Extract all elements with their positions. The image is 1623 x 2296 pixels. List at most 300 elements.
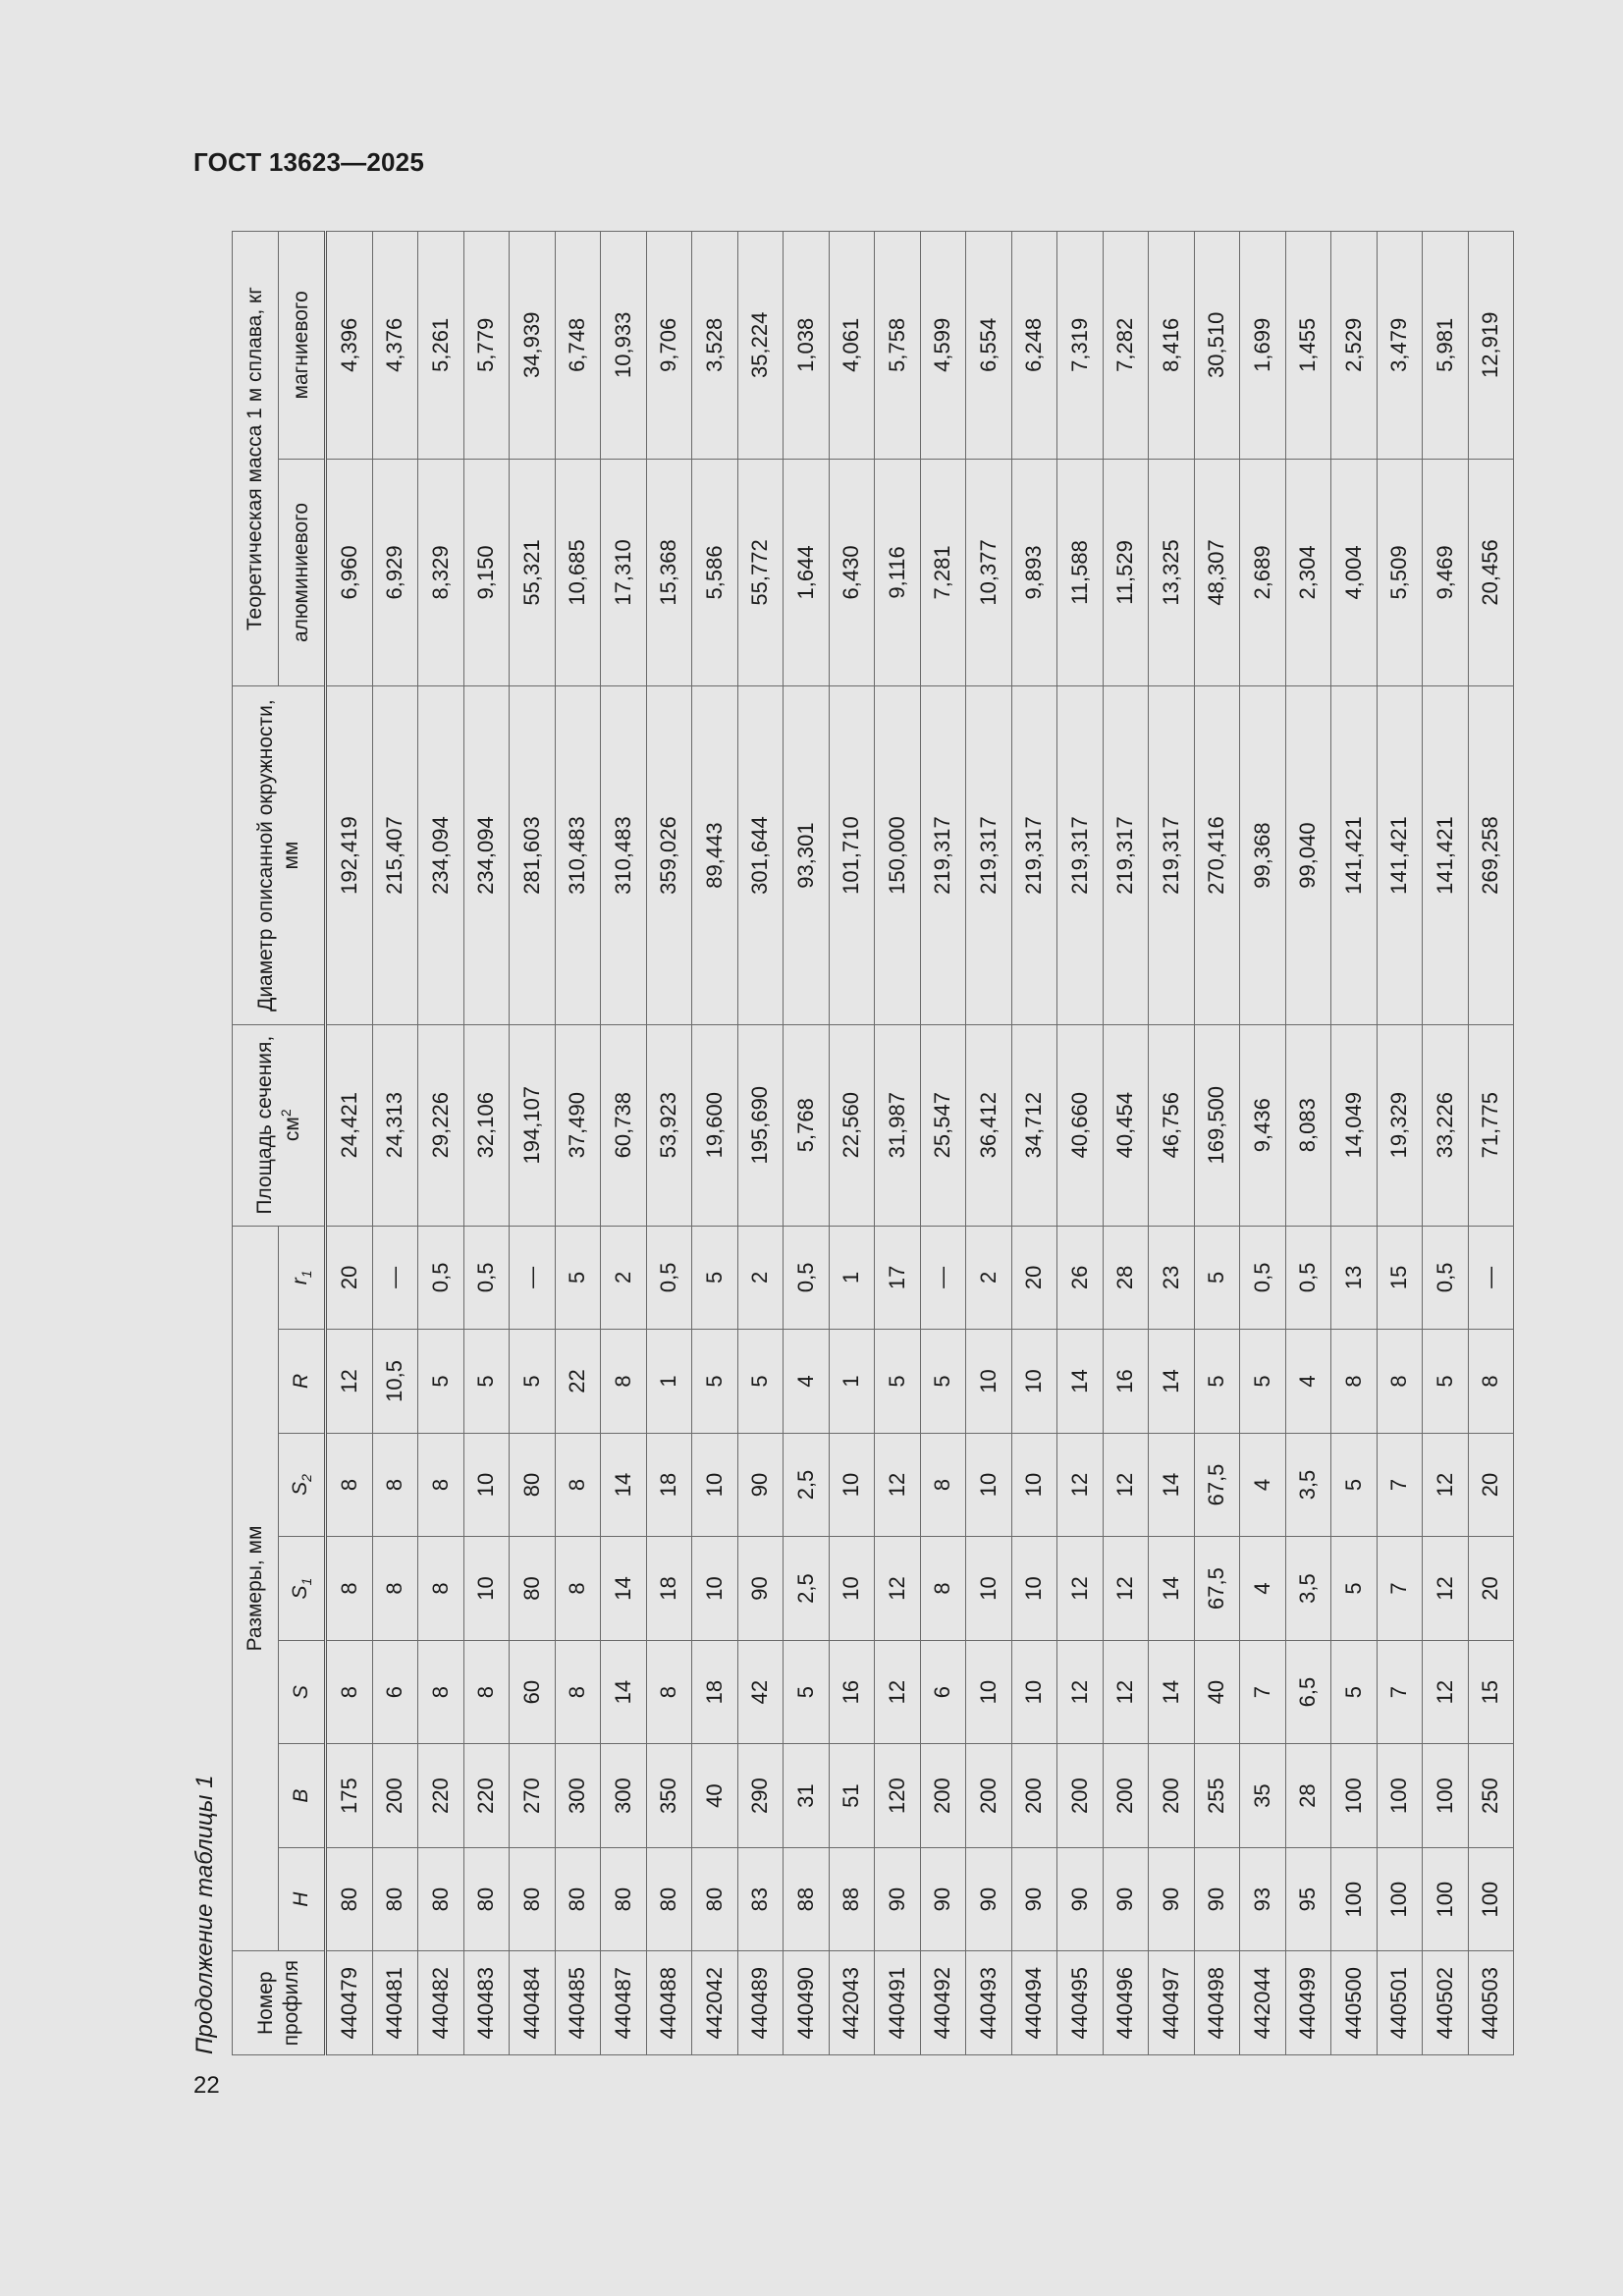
- cell-r1: 2: [966, 1226, 1012, 1330]
- cell-section-area: 36,412: [966, 1024, 1012, 1226]
- cell-section-area: 29,226: [418, 1024, 464, 1226]
- table-row: [326, 232, 373, 2055]
- cell-R: 5: [463, 1330, 510, 1434]
- cell-B: 300: [555, 1744, 601, 1848]
- cell-mass-aluminum: 17,310: [601, 459, 647, 686]
- cell-profile-number: 440490: [784, 1951, 830, 2055]
- cell-diameter: 99,368: [1240, 686, 1286, 1025]
- header-dimensions: Размеры, мм: [233, 1226, 279, 1951]
- cell-S2: 10: [829, 1433, 875, 1537]
- cell-B: 255: [1194, 1744, 1240, 1848]
- cell-S2: 67,5: [1194, 1433, 1240, 1537]
- cell-S2: 2,5: [784, 1433, 830, 1537]
- table-row: [737, 232, 784, 2055]
- cell-S: 16: [829, 1640, 875, 1744]
- cell-profile-number: 440494: [1011, 1951, 1057, 2055]
- cell-mass-aluminum: 9,469: [1423, 459, 1469, 686]
- cell-section-area: 19,329: [1377, 1024, 1423, 1226]
- table-row: [555, 232, 601, 2055]
- cell-R: 5: [1423, 1330, 1469, 1434]
- cell-S: 8: [326, 1640, 373, 1744]
- table-row: [1423, 232, 1469, 2055]
- cell-R: 5: [1240, 1330, 1286, 1434]
- header-S1: $S_1$: [279, 1537, 326, 1641]
- cell-mass-magnesium: 5,981: [1423, 232, 1469, 460]
- cell-B: 200: [1011, 1744, 1057, 1848]
- cell-mass-aluminum: 5,586: [692, 459, 738, 686]
- cell-H: 90: [1149, 1847, 1195, 1951]
- table-row: [463, 232, 510, 2055]
- cell-profile-number: 440479: [326, 1951, 373, 2055]
- cell-S2: 90: [737, 1433, 784, 1537]
- cell-mass-magnesium: 3,479: [1377, 232, 1423, 460]
- cell-R: 14: [1149, 1330, 1195, 1434]
- cell-profile-number: 442042: [692, 1951, 738, 2055]
- cell-diameter: 234,094: [463, 686, 510, 1025]
- cell-S1: 10: [463, 1537, 510, 1641]
- cell-r1: —: [372, 1226, 418, 1330]
- cell-B: 120: [875, 1744, 921, 1848]
- cell-S1: 12: [1057, 1537, 1104, 1641]
- cell-S2: 12: [1057, 1433, 1104, 1537]
- cell-B: 200: [920, 1744, 966, 1848]
- cell-mass-aluminum: 55,321: [510, 459, 556, 686]
- cell-profile-number: 442044: [1240, 1951, 1286, 2055]
- header-S: S: [279, 1640, 326, 1744]
- cell-R: 1: [646, 1330, 692, 1434]
- cell-S1: 14: [1149, 1537, 1195, 1641]
- cell-profile-number: 440497: [1149, 1951, 1195, 2055]
- cell-R: 5: [510, 1330, 556, 1434]
- cell-H: 90: [1103, 1847, 1149, 1951]
- cell-r1: 0,5: [1285, 1226, 1331, 1330]
- cell-mass-magnesium: 2,529: [1331, 232, 1378, 460]
- cell-B: 31: [784, 1744, 830, 1848]
- cell-H: 90: [1194, 1847, 1240, 1951]
- header-theoretical-mass: Теоретическая масса 1 м сплава, кг: [233, 232, 279, 686]
- cell-S: 8: [418, 1640, 464, 1744]
- cell-diameter: 219,317: [1149, 686, 1195, 1025]
- cell-S1: 12: [875, 1537, 921, 1641]
- cell-section-area: 195,690: [737, 1024, 784, 1226]
- cell-B: 40: [692, 1744, 738, 1848]
- cell-S: 6,5: [1285, 1640, 1331, 1744]
- cell-S: 6: [920, 1640, 966, 1744]
- cell-mass-magnesium: 30,510: [1194, 232, 1240, 460]
- cell-profile-number: 440484: [510, 1951, 556, 2055]
- cell-R: 10,5: [372, 1330, 418, 1434]
- cell-B: 200: [1149, 1744, 1195, 1848]
- cell-S1: 4: [1240, 1537, 1286, 1641]
- cell-section-area: 9,436: [1240, 1024, 1286, 1226]
- cell-S2: 7: [1377, 1433, 1423, 1537]
- cell-S2: 8: [418, 1433, 464, 1537]
- table-row: [829, 232, 875, 2055]
- cell-S: 60: [510, 1640, 556, 1744]
- cell-diameter: 141,421: [1331, 686, 1378, 1025]
- cell-S: 7: [1240, 1640, 1286, 1744]
- header-aluminum: алюминиевого: [279, 459, 326, 686]
- table-row: [692, 232, 738, 2055]
- cell-S1: 10: [1011, 1537, 1057, 1641]
- cell-profile-number: 440481: [372, 1951, 418, 2055]
- cell-B: 100: [1423, 1744, 1469, 1848]
- cell-mass-aluminum: 6,929: [372, 459, 418, 686]
- cell-mass-aluminum: 11,588: [1057, 459, 1104, 686]
- cell-diameter: 301,644: [737, 686, 784, 1025]
- cell-section-area: 53,923: [646, 1024, 692, 1226]
- cell-mass-magnesium: 9,706: [646, 232, 692, 460]
- cell-r1: 0,5: [1423, 1226, 1469, 1330]
- cell-mass-aluminum: 2,304: [1285, 459, 1331, 686]
- cell-r1: 1: [829, 1226, 875, 1330]
- cell-mass-magnesium: 34,939: [510, 232, 556, 460]
- header-section-area: Площадь сечения, $см^2$: [233, 1024, 326, 1226]
- cell-diameter: 101,710: [829, 686, 875, 1025]
- header-R: R: [279, 1330, 326, 1434]
- table-row: [1377, 232, 1423, 2055]
- cell-profile-number: 440496: [1103, 1951, 1149, 2055]
- cell-S: 12: [1057, 1640, 1104, 1744]
- cell-S2: 10: [1011, 1433, 1057, 1537]
- cell-R: 5: [875, 1330, 921, 1434]
- cell-S1: 8: [326, 1537, 373, 1641]
- table-row: [510, 232, 556, 2055]
- header-H: H: [279, 1847, 326, 1951]
- cell-H: 83: [737, 1847, 784, 1951]
- rotated-table-container: [232, 231, 1503, 2055]
- cell-r1: 26: [1057, 1226, 1104, 1330]
- cell-profile-number: 440491: [875, 1951, 921, 2055]
- cell-profile-number: 440493: [966, 1951, 1012, 2055]
- cell-diameter: 141,421: [1423, 686, 1469, 1025]
- cell-mass-magnesium: 4,599: [920, 232, 966, 460]
- cell-S1: 5: [1331, 1537, 1378, 1641]
- cell-B: 35: [1240, 1744, 1286, 1848]
- cell-r1: 0,5: [463, 1226, 510, 1330]
- cell-B: 290: [737, 1744, 784, 1848]
- cell-diameter: 281,603: [510, 686, 556, 1025]
- cell-section-area: 24,313: [372, 1024, 418, 1226]
- cell-H: 88: [784, 1847, 830, 1951]
- cell-H: 80: [463, 1847, 510, 1951]
- cell-r1: 13: [1331, 1226, 1378, 1330]
- cell-mass-aluminum: 15,368: [646, 459, 692, 686]
- cell-R: 16: [1103, 1330, 1149, 1434]
- cell-mass-aluminum: 10,377: [966, 459, 1012, 686]
- cell-S1: 67,5: [1194, 1537, 1240, 1641]
- cell-S2: 5: [1331, 1433, 1378, 1537]
- cell-H: 100: [1468, 1847, 1514, 1951]
- cell-S2: 4: [1240, 1433, 1286, 1537]
- cell-profile-number: 440485: [555, 1951, 601, 2055]
- cell-section-area: 33,226: [1423, 1024, 1469, 1226]
- cell-S1: 12: [1423, 1537, 1469, 1641]
- cell-H: 80: [326, 1847, 373, 1951]
- cell-section-area: 169,500: [1194, 1024, 1240, 1226]
- cell-S2: 10: [463, 1433, 510, 1537]
- cell-S1: 8: [555, 1537, 601, 1641]
- cell-R: 4: [784, 1330, 830, 1434]
- cell-H: 100: [1331, 1847, 1378, 1951]
- cell-H: 88: [829, 1847, 875, 1951]
- cell-S2: 8: [326, 1433, 373, 1537]
- cell-mass-aluminum: 9,150: [463, 459, 510, 686]
- cell-r1: 2: [737, 1226, 784, 1330]
- cell-mass-aluminum: 13,325: [1149, 459, 1195, 686]
- cell-S2: 12: [1423, 1433, 1469, 1537]
- cell-H: 80: [372, 1847, 418, 1951]
- cell-mass-magnesium: 5,261: [418, 232, 464, 460]
- cell-section-area: 14,049: [1331, 1024, 1378, 1226]
- table-row: [646, 232, 692, 2055]
- cell-diameter: 234,094: [418, 686, 464, 1025]
- cell-r1: 5: [555, 1226, 601, 1330]
- cell-H: 80: [418, 1847, 464, 1951]
- cell-S1: 12: [1103, 1537, 1149, 1641]
- cell-mass-aluminum: 55,772: [737, 459, 784, 686]
- cell-profile-number: 440489: [737, 1951, 784, 2055]
- cell-diameter: 215,407: [372, 686, 418, 1025]
- cell-mass-magnesium: 4,061: [829, 232, 875, 460]
- cell-r1: 0,5: [418, 1226, 464, 1330]
- cell-r1: 0,5: [784, 1226, 830, 1330]
- cell-B: 200: [1103, 1744, 1149, 1848]
- cell-mass-magnesium: 5,779: [463, 232, 510, 460]
- cell-S2: 18: [646, 1433, 692, 1537]
- cell-section-area: 25,547: [920, 1024, 966, 1226]
- document-code: ГОСТ 13623—2025: [193, 147, 424, 177]
- table-row: [1057, 232, 1104, 2055]
- cell-S2: 8: [372, 1433, 418, 1537]
- cell-S: 42: [737, 1640, 784, 1744]
- page-number: 22: [193, 2072, 220, 2099]
- cell-H: 90: [875, 1847, 921, 1951]
- cell-section-area: 40,454: [1103, 1024, 1149, 1226]
- cell-mass-magnesium: 6,248: [1011, 232, 1057, 460]
- cell-S1: 14: [601, 1537, 647, 1641]
- cell-mass-magnesium: 7,282: [1103, 232, 1149, 460]
- cell-S: 6: [372, 1640, 418, 1744]
- cell-B: 350: [646, 1744, 692, 1848]
- cell-profile-number: 440502: [1423, 1951, 1469, 2055]
- cell-mass-aluminum: 7,281: [920, 459, 966, 686]
- cell-section-area: 19,600: [692, 1024, 738, 1226]
- cell-R: 5: [737, 1330, 784, 1434]
- cell-mass-aluminum: 1,644: [784, 459, 830, 686]
- cell-diameter: 310,483: [555, 686, 601, 1025]
- cell-H: 90: [1057, 1847, 1104, 1951]
- cell-section-area: 8,083: [1285, 1024, 1331, 1226]
- table-row: [1331, 232, 1378, 2055]
- cell-diameter: 150,000: [875, 686, 921, 1025]
- cell-R: 4: [1285, 1330, 1331, 1434]
- cell-section-area: 194,107: [510, 1024, 556, 1226]
- cell-r1: —: [1468, 1226, 1514, 1330]
- cell-H: 80: [601, 1847, 647, 1951]
- cell-mass-magnesium: 5,758: [875, 232, 921, 460]
- cell-S: 12: [1103, 1640, 1149, 1744]
- cell-r1: 15: [1377, 1226, 1423, 1330]
- table-row: [966, 232, 1012, 2055]
- cell-mass-aluminum: 11,529: [1103, 459, 1149, 686]
- cell-S1: 8: [920, 1537, 966, 1641]
- cell-S: 10: [1011, 1640, 1057, 1744]
- cell-S1: 3,5: [1285, 1537, 1331, 1641]
- cell-B: 100: [1331, 1744, 1378, 1848]
- cell-mass-magnesium: 12,919: [1468, 232, 1514, 460]
- cell-H: 100: [1377, 1847, 1423, 1951]
- table-body: [326, 232, 1514, 2055]
- cell-mass-magnesium: 4,396: [326, 232, 373, 460]
- table-row: [875, 232, 921, 2055]
- cell-S: 5: [784, 1640, 830, 1744]
- cell-S1: 20: [1468, 1537, 1514, 1641]
- cell-R: 1: [829, 1330, 875, 1434]
- cell-R: 5: [692, 1330, 738, 1434]
- cell-B: 200: [966, 1744, 1012, 1848]
- cell-mass-aluminum: 5,509: [1377, 459, 1423, 686]
- cell-R: 8: [1468, 1330, 1514, 1434]
- header-S2: $S_2$: [279, 1433, 326, 1537]
- cell-section-area: 24,421: [326, 1024, 373, 1226]
- cell-H: 90: [920, 1847, 966, 1951]
- cell-B: 200: [1057, 1744, 1104, 1848]
- cell-S: 8: [463, 1640, 510, 1744]
- cell-S1: 8: [418, 1537, 464, 1641]
- cell-mass-aluminum: 9,116: [875, 459, 921, 686]
- cell-R: 12: [326, 1330, 373, 1434]
- cell-S: 40: [1194, 1640, 1240, 1744]
- cell-profile-number: 440492: [920, 1951, 966, 2055]
- cell-H: 95: [1285, 1847, 1331, 1951]
- cell-H: 100: [1423, 1847, 1469, 1951]
- table-row: [1240, 232, 1286, 2055]
- cell-section-area: 71,775: [1468, 1024, 1514, 1226]
- cell-R: 5: [920, 1330, 966, 1434]
- cell-profile-number: 440503: [1468, 1951, 1514, 2055]
- cell-H: 80: [692, 1847, 738, 1951]
- cell-B: 100: [1377, 1744, 1423, 1848]
- cell-H: 93: [1240, 1847, 1286, 1951]
- cell-profile-number: 440495: [1057, 1951, 1104, 2055]
- profiles-table: [232, 231, 1514, 2055]
- cell-B: 175: [326, 1744, 373, 1848]
- cell-S: 14: [1149, 1640, 1195, 1744]
- table-row: [418, 232, 464, 2055]
- table-row: [1468, 232, 1514, 2055]
- cell-section-area: 31,987: [875, 1024, 921, 1226]
- cell-r1: 2: [601, 1226, 647, 1330]
- cell-S: 18: [692, 1640, 738, 1744]
- cell-mass-magnesium: 7,319: [1057, 232, 1104, 460]
- cell-R: 10: [1011, 1330, 1057, 1434]
- cell-diameter: 219,317: [1011, 686, 1057, 1025]
- cell-section-area: 34,712: [1011, 1024, 1057, 1226]
- cell-S2: 8: [920, 1433, 966, 1537]
- cell-R: 5: [418, 1330, 464, 1434]
- cell-profile-number: 440499: [1285, 1951, 1331, 2055]
- table-row: [601, 232, 647, 2055]
- cell-mass-aluminum: 48,307: [1194, 459, 1240, 686]
- cell-diameter: 219,317: [1057, 686, 1104, 1025]
- cell-profile-number: 440487: [601, 1951, 647, 2055]
- cell-diameter: 141,421: [1377, 686, 1423, 1025]
- cell-profile-number: 440500: [1331, 1951, 1378, 2055]
- cell-S2: 14: [1149, 1433, 1195, 1537]
- table-row: [1285, 232, 1331, 2055]
- cell-mass-magnesium: 35,224: [737, 232, 784, 460]
- cell-diameter: 219,317: [920, 686, 966, 1025]
- cell-r1: 20: [1011, 1226, 1057, 1330]
- cell-profile-number: 440482: [418, 1951, 464, 2055]
- table-row: [372, 232, 418, 2055]
- table-row: [920, 232, 966, 2055]
- cell-mass-magnesium: 6,748: [555, 232, 601, 460]
- cell-B: 220: [418, 1744, 464, 1848]
- cell-S2: 10: [966, 1433, 1012, 1537]
- cell-mass-aluminum: 6,430: [829, 459, 875, 686]
- cell-r1: —: [920, 1226, 966, 1330]
- cell-S1: 10: [829, 1537, 875, 1641]
- cell-S: 14: [601, 1640, 647, 1744]
- cell-S2: 10: [692, 1433, 738, 1537]
- cell-S1: 8: [372, 1537, 418, 1641]
- cell-profile-number: 440483: [463, 1951, 510, 2055]
- cell-r1: 23: [1149, 1226, 1195, 1330]
- cell-S2: 12: [875, 1433, 921, 1537]
- cell-diameter: 93,301: [784, 686, 830, 1025]
- cell-diameter: 89,443: [692, 686, 738, 1025]
- cell-S2: 14: [601, 1433, 647, 1537]
- cell-R: 10: [966, 1330, 1012, 1434]
- cell-R: 14: [1057, 1330, 1104, 1434]
- cell-H: 90: [966, 1847, 1012, 1951]
- cell-R: 8: [1377, 1330, 1423, 1434]
- table-row: [1194, 232, 1240, 2055]
- cell-section-area: 5,768: [784, 1024, 830, 1226]
- cell-diameter: 99,040: [1285, 686, 1331, 1025]
- cell-S: 5: [1331, 1640, 1378, 1744]
- cell-B: 300: [601, 1744, 647, 1848]
- table-row: [1149, 232, 1195, 2055]
- cell-r1: 20: [326, 1226, 373, 1330]
- cell-section-area: 40,660: [1057, 1024, 1104, 1226]
- cell-S2: 3,5: [1285, 1433, 1331, 1537]
- cell-mass-magnesium: 8,416: [1149, 232, 1195, 460]
- cell-S: 7: [1377, 1640, 1423, 1744]
- cell-mass-magnesium: 4,376: [372, 232, 418, 460]
- cell-S1: 80: [510, 1537, 556, 1641]
- cell-mass-magnesium: 1,455: [1285, 232, 1331, 460]
- cell-profile-number: 440501: [1377, 1951, 1423, 2055]
- header-B: B: [279, 1744, 326, 1848]
- cell-S1: 2,5: [784, 1537, 830, 1641]
- cell-H: 90: [1011, 1847, 1057, 1951]
- cell-B: 200: [372, 1744, 418, 1848]
- cell-S: 12: [1423, 1640, 1469, 1744]
- cell-H: 80: [646, 1847, 692, 1951]
- cell-B: 270: [510, 1744, 556, 1848]
- cell-B: 51: [829, 1744, 875, 1848]
- cell-section-area: 22,560: [829, 1024, 875, 1226]
- cell-H: 80: [510, 1847, 556, 1951]
- cell-S1: 7: [1377, 1537, 1423, 1641]
- cell-S2: 80: [510, 1433, 556, 1537]
- cell-section-area: 46,756: [1149, 1024, 1195, 1226]
- cell-S2: 20: [1468, 1433, 1514, 1537]
- table-caption: Продолжение таблицы 1: [191, 1775, 218, 2054]
